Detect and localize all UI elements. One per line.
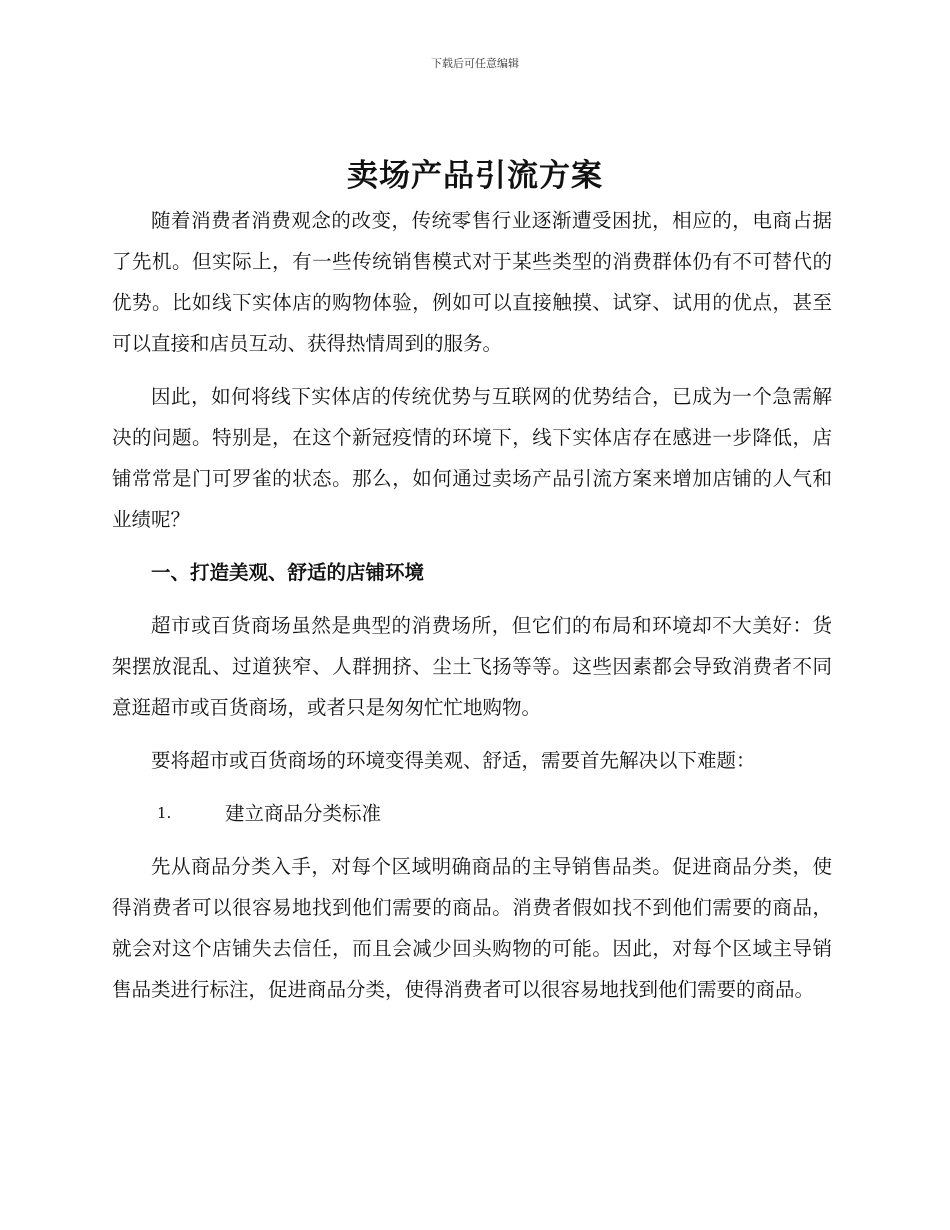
list-item-1 <box>112 793 832 834</box>
header-note: 下载后可任意编辑 <box>431 57 519 70</box>
section-heading-1: 一、打造美观、舒适的店铺环境 <box>151 561 425 584</box>
list-item-text: 建立商品分类标准 <box>225 802 382 825</box>
intro-paragraph-1: 随着消费者消费观念的改变，传统零售行业逐渐遭受困扰，相应的，电商占据了先机。但实际上，有一些传统销售模式对于某些类型的消费群体仍有不可替代的优势。比如线下实体店的购物体验，例如可以直接触摸、试穿、试用的优点，甚至可以直接和店员互动、获得热情周到的服务。 <box>112 209 832 355</box>
section1-paragraph-1: 超市或百货商场虽然是典型的消费场所，但它们的布局和环境却不大美好：货架摆放混乱、过道狭窄、人群拥挤、尘土飞扬等等。这些因素都会导致消费者不同意逛超市或百货商场，或者只是匆匆忙忙地购物。 <box>112 614 832 719</box>
list-item-number: 1. <box>157 804 172 822</box>
document-body <box>112 200 832 1022</box>
list-item1-paragraph: 先从商品分类入手，对每个区域明确商品的主导销售品类。促进商品分类，使得消费者可以很容易地找到他们需要的商品。消费者假如找不到他们需要的商品，就会对这个店铺失去信任，而且会减少回头购物的可能。因此，对每个区域主导销售品类进行标注，促进商品分类，使得消费者可以很容易地找到他们需要的商品。 <box>112 855 832 1001</box>
section1-paragraph-2: 要将超市或百货商场的环境变得美观、舒适，需要首先解决以下难题： <box>151 749 756 772</box>
intro-paragraph-2: 因此，如何将线下实体店的传统优势与互联网的优势结合，已成为一个急需解决的问题。特别是，在这个新冠疫情的环境下，线下实体店存在感进一步降低，店铺常常是门可罗雀的状态。那么，如何通过卖场产品引流方案来增加店铺的人气和业绩呢？ <box>112 385 832 531</box>
document-title: 卖场产品引流方案 <box>347 158 603 194</box>
